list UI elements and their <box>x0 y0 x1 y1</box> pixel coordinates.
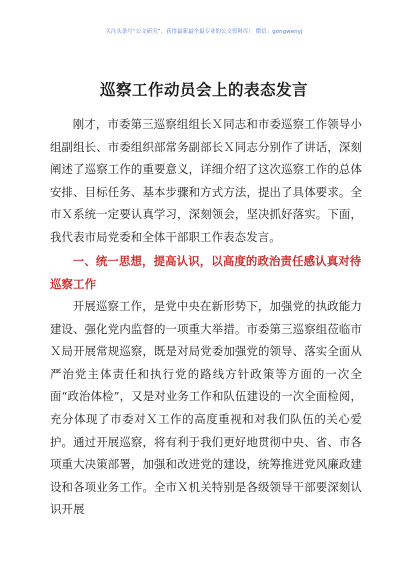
paragraph-text: 开展巡察工作，是党中央在新形势下，加强党的执政能力建设、强化党内监督的一项重大举措。市委第三巡察组莅临市Ｘ局开展常规巡察，既是对局党委加强党的领导、落实全面从严治党主体责任和执行党的路线方针政策等方面的一次全面“政治体检”，又是对业务工作和队伍建设的一次全面检阅，充分体现了市委对Ｘ工作的高度重视和对我们队伍的关心爱护。通过开展巡察，将有利于我们更好地贯彻中央、省、市各项重大决策部署，加强和改进党的建设，统筹推进党风廉政建设和各项业务工作。全市Ｘ机关特别是各级领导干部要深刻认识开展 <box>50 299 363 517</box>
section-heading: 一、统一思想，提高认识，以高度的政治责任感认真对待巡察工作 <box>50 254 362 291</box>
body-paragraph <box>50 295 362 521</box>
intro-paragraph <box>50 113 362 249</box>
paragraph-text: 刚才，市委第三巡察组组长Ｘ同志和市委巡察工作领导小组副组长、市委组织部常务副部长Ｘ同志分别作了讲话，深刻阐述了巡察工作的重要意义，详细介绍了这次巡察工作的总体安排、目标任务、基本步骤和方式方法，提出了具体要求。全市Ｘ系统一定要认真学习，深刻领会，坚决抓好落实。下面，我代表市局党委和全体干部职工作表态发言。 <box>50 117 362 244</box>
header-promo-banner: 关注头条号“公文研究”，获得最新最全最专业的公文资料库！ 微信：gongwenyj <box>105 29 303 35</box>
document-title: 巡察工作动员会上的表态发言 <box>99 80 308 99</box>
